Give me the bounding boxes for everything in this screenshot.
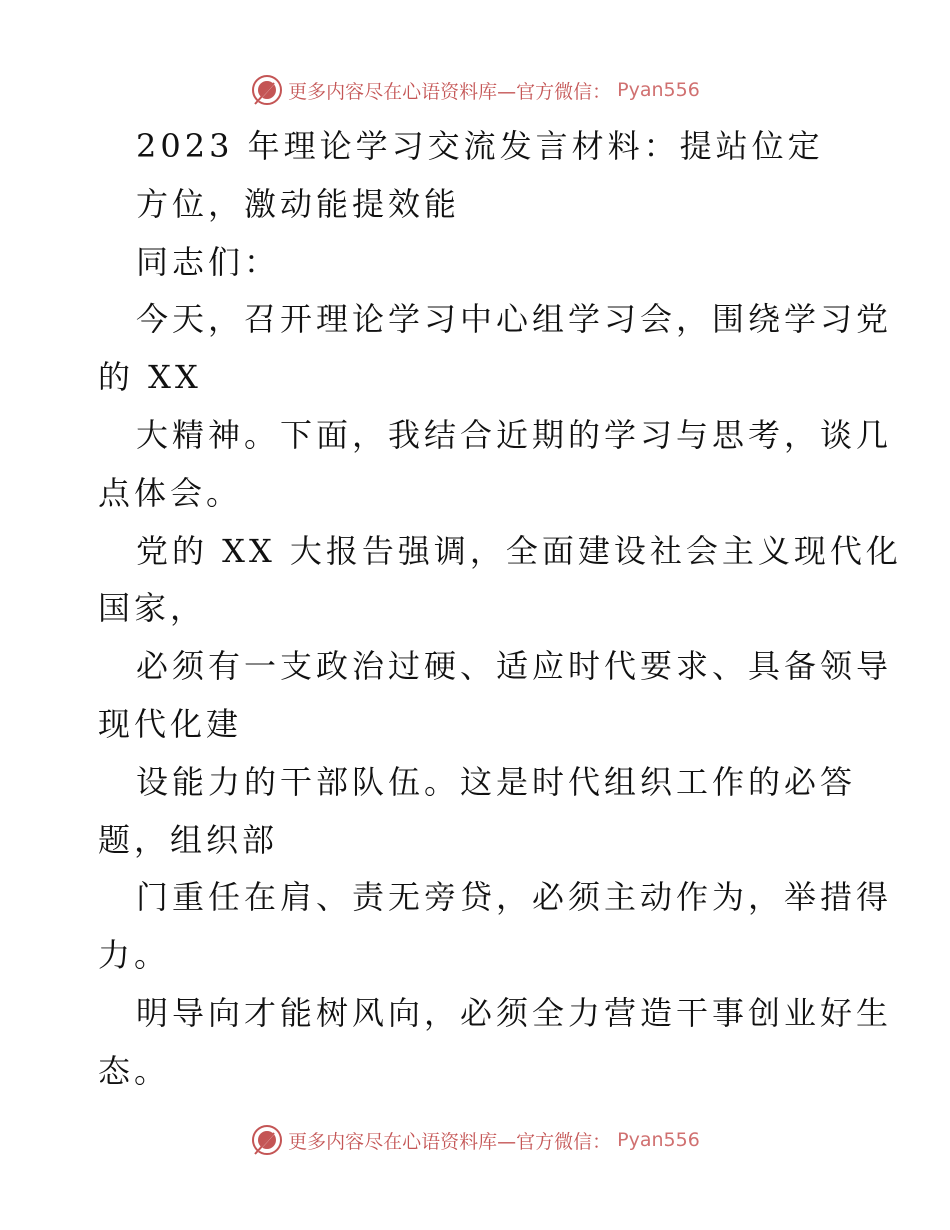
document-body bbox=[98, 118, 902, 1101]
quill-seal-icon bbox=[250, 73, 284, 107]
paragraph-line: 明导向才能树风向，必须全力营造干事创业好生 bbox=[136, 993, 893, 1032]
paragraph-line: 态。 bbox=[98, 1051, 171, 1090]
salutation: 同志们： bbox=[136, 242, 281, 281]
paragraph-line: 力。 bbox=[98, 936, 171, 975]
watermark-wechat-id: Pyan556 bbox=[617, 1129, 700, 1151]
quill-seal-icon bbox=[250, 1123, 284, 1157]
paragraph-line: 党的 XX 大报告强调，全面建设社会主义现代化 bbox=[136, 531, 902, 570]
paragraph-line: 现代化建 bbox=[98, 704, 243, 743]
paragraph-line: 题，组织部 bbox=[98, 820, 279, 859]
watermark-footer bbox=[0, 1120, 950, 1160]
paragraph-line: 大精神。下面，我结合近期的学习与思考，谈几 bbox=[136, 415, 893, 454]
paragraph-line: 的 XX bbox=[98, 358, 202, 397]
paragraph-line: 必须有一支政治过硬、适应时代要求、具备领导 bbox=[136, 647, 893, 686]
paragraph-line: 设能力的干部队伍。这是时代组织工作的必答 bbox=[136, 762, 857, 801]
paragraph-line: 今天，召开理论学习中心组学习会，围绕学习党 bbox=[136, 300, 893, 339]
watermark-text: 更多内容尽在心语资料库—官方微信： bbox=[288, 80, 612, 103]
watermark-text: 更多内容尽在心语资料库—官方微信： bbox=[288, 1130, 612, 1153]
paragraph-line: 门重任在肩、责无旁贷，必须主动作为，举措得 bbox=[136, 878, 893, 917]
paragraph-line: 国家， bbox=[98, 589, 207, 628]
watermark-wechat-id: Pyan556 bbox=[617, 79, 700, 101]
title-line-2: 方位，激动能提效能 bbox=[136, 184, 461, 223]
title-line-1: 2023 年理论学习交流发言材料：提站位定 bbox=[136, 127, 824, 165]
paragraph-line: 点体会。 bbox=[98, 473, 243, 512]
watermark-header bbox=[0, 70, 950, 110]
